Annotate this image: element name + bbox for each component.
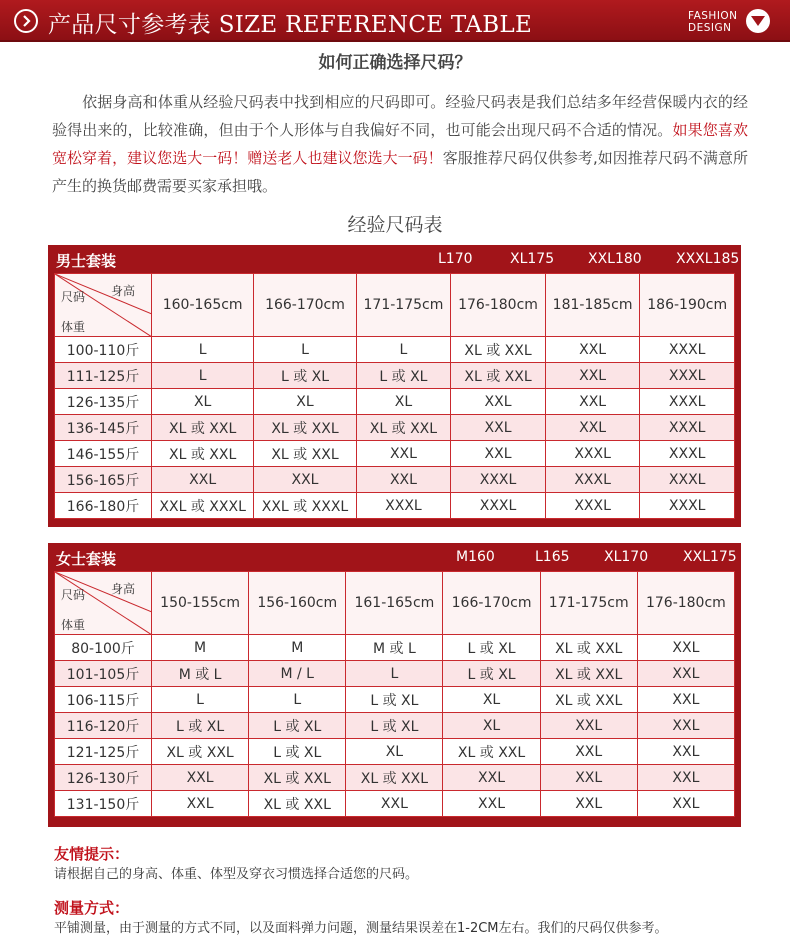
weight-cell: 116-120斤 [55,713,152,739]
weight-cell: 121-125斤 [55,739,152,765]
size-cell: XXL [637,661,734,687]
size-cell: XXL [540,765,637,791]
height-column-header: 166-170cm [254,274,356,337]
table-row [55,791,735,817]
size-cell: XXL [637,687,734,713]
size-cell: XXL [152,765,249,791]
size-cell: XXL [637,791,734,817]
size-cell: XL 或 XXL [356,415,451,441]
size-cell: XL 或 XXL [152,415,254,441]
weight-cell: 156-165斤 [55,467,152,493]
height-column-header: 161-165cm [346,572,443,635]
weight-cell: 126-135斤 [55,389,152,415]
size-cell: XL 或 XXL [152,441,254,467]
title-banner [0,0,790,42]
size-cell: XXL [545,337,640,363]
intro-highlight: 如果您喜欢宽松穿着，建议您选大一码！赠送老人也建议您选大一码！ [52,121,748,167]
measure-text: 平铺测量，由于测量的方式不同，以及面料弹力问题，测量结果误差在1-2CM左右。我们的尺码仅供参考。 [54,921,668,936]
size-cell: XXXL [640,493,735,519]
weight-cell: 101-105斤 [55,661,152,687]
weight-cell: 126-130斤 [55,765,152,791]
men-size-card [48,245,741,527]
size-cell: XL 或 XXL [443,739,540,765]
women-size-table [54,571,735,817]
height-column-header: 150-155cm [152,572,249,635]
height-column-header: 160-165cm [152,274,254,337]
size-cell: L 或 XL [443,635,540,661]
size-cell: XL 或 XXL [540,635,637,661]
size-cell: XL [443,687,540,713]
size-cell: XL [254,389,356,415]
size-cell: XL 或 XXL [451,337,546,363]
size-cell: XXL [540,739,637,765]
size-cell: L [249,687,346,713]
size-cell: L [346,661,443,687]
weight-cell: 136-145斤 [55,415,152,441]
intro-text-2: 客服推荐尺码仅供参考,如因推荐尺码不满意所产生的换货邮费需要买家承担哦。 [52,149,748,195]
women-size-label: L165 [535,549,570,565]
table-row [55,389,735,415]
size-cell: XXL 或 XXXL [254,493,356,519]
size-cell: XXXL [451,493,546,519]
size-cell: XXXL [640,415,735,441]
women-size-card [48,543,741,827]
tips-text: 请根据自己的身高、体重、体型及穿衣习惯选择合适您的尺码。 [54,867,419,882]
size-cell: XXXL [545,493,640,519]
size-cell: XL [346,739,443,765]
men-card-header [48,245,741,273]
men-size-label: XL175 [510,251,555,267]
corner-weight-label: 体重 [61,320,86,334]
weight-cell: 111-125斤 [55,363,152,389]
height-column-header: 171-175cm [540,572,637,635]
size-cell: L 或 XL [249,713,346,739]
size-cell: XXXL [545,441,640,467]
size-cell: L [152,687,249,713]
height-column-header: 166-170cm [443,572,540,635]
table-row [55,713,735,739]
brand-line-2: DESIGN [688,22,732,34]
table-row [55,765,735,791]
size-cell: XL 或 XXL [540,687,637,713]
weight-cell: 106-115斤 [55,687,152,713]
brand-text [688,10,738,34]
question-heading: 如何正确选择尺码？ [318,53,472,73]
size-cell: XXL [451,415,546,441]
size-cell: XXXL [640,389,735,415]
size-cell: XXL [451,389,546,415]
weight-cell: 166-180斤 [55,493,152,519]
size-cell: XXL [152,467,254,493]
size-cell: L [152,363,254,389]
size-cell: XXL [451,441,546,467]
size-cell: XXL [540,791,637,817]
table-row [55,635,735,661]
height-column-header: 171-175cm [356,274,451,337]
women-size-label: XL170 [604,549,649,565]
size-cell: M [152,635,249,661]
women-card-header [48,543,741,571]
men-size-label: XXXL185 [676,251,740,267]
corner-height-label: 身高 [111,284,136,298]
size-cell: L 或 XL [356,363,451,389]
measure-heading: 测量方式： [54,899,130,917]
men-size-label: XXL180 [588,251,642,267]
size-cell: XXL [545,389,640,415]
size-cell: XL 或 XXL [451,363,546,389]
size-cell: XXL [346,791,443,817]
size-cell: L 或 XL [152,713,249,739]
table-row [55,337,735,363]
men-size-label: L170 [438,251,473,267]
size-cell: XXL [443,791,540,817]
size-cell: L 或 XL [346,687,443,713]
corner-cell [55,572,152,635]
size-cell: XXL [254,467,356,493]
size-cell: XL [443,713,540,739]
size-cell: XXL [637,739,734,765]
size-cell: XXXL [356,493,451,519]
women-size-label: M160 [456,549,495,565]
size-cell: XL [152,389,254,415]
height-column-header: 186-190cm [640,274,735,337]
size-cell: XXL [356,467,451,493]
size-cell: XXL [637,713,734,739]
size-cell: M / L [249,661,346,687]
tips-heading: 友情提示： [54,845,130,863]
weight-cell: 100-110斤 [55,337,152,363]
chevron-right-icon [14,9,38,33]
corner-size-label: 尺码 [61,588,86,602]
intro-paragraph [52,88,748,200]
size-cell: XXXL [451,467,546,493]
size-cell: XXXL [640,467,735,493]
size-cell: XXXL [545,467,640,493]
size-cell: XXL 或 XXXL [152,493,254,519]
size-cell: XXL [152,791,249,817]
size-cell: XXXL [640,441,735,467]
height-column-header: 176-180cm [637,572,734,635]
corner-weight-label: 体重 [61,618,86,632]
size-cell: L [356,337,451,363]
table-row [55,661,735,687]
weight-cell: 80-100斤 [55,635,152,661]
size-cell: L 或 XL [254,363,356,389]
size-cell: XXL [540,713,637,739]
size-cell: XXXL [640,337,735,363]
size-cell: XXL [443,765,540,791]
size-cell: L 或 XL [346,713,443,739]
size-cell: M 或 L [346,635,443,661]
brand-line-1: FASHION [688,10,738,22]
corner-height-label: 身高 [111,582,136,596]
table-row [55,363,735,389]
corner-size-label: 尺码 [61,290,86,304]
size-cell: XXL [545,415,640,441]
banner-title: 产品尺寸参考表 SIZE REFERENCE TABLE [48,12,533,38]
men-set-label: 男士套装 [56,252,117,270]
height-column-header: 156-160cm [249,572,346,635]
table-row [55,467,735,493]
weight-cell: 146-155斤 [55,441,152,467]
size-cell: XL 或 XXL [152,739,249,765]
intro-text-1: 依据身高和体重从经验尺码表中找到相应的尺码即可。经验尺码表是我们总结多年经营保暖内衣的经验得出来的，比较准确，但由于个人形体与自我偏好不同，也可能会出现尺码不合适的情况。 [52,93,748,139]
size-cell: L 或 XL [249,739,346,765]
chevron-down-icon [746,9,770,33]
table-header-row [55,274,735,337]
size-cell: M [249,635,346,661]
height-column-header: 181-185cm [545,274,640,337]
table-header-row [55,572,735,635]
table-subtitle: 经验尺码表 [347,214,443,236]
table-row [55,739,735,765]
size-cell: XXL [637,635,734,661]
corner-cell [55,274,152,337]
size-cell: XL 或 XXL [346,765,443,791]
table-row [55,687,735,713]
weight-cell: 131-150斤 [55,791,152,817]
size-cell: XL 或 XXL [249,765,346,791]
size-cell: L 或 XL [443,661,540,687]
women-size-label: XXL175 [683,549,737,565]
size-cell: XL [356,389,451,415]
size-cell: L [152,337,254,363]
size-cell: XXXL [640,363,735,389]
table-row [55,493,735,519]
size-cell: XXL [637,765,734,791]
women-set-label: 女士套装 [56,550,117,568]
table-row [55,441,735,467]
size-cell: L [254,337,356,363]
size-cell: XL 或 XXL [540,661,637,687]
size-cell: XL 或 XXL [249,791,346,817]
size-cell: XXL [356,441,451,467]
table-row [55,415,735,441]
size-cell: XL 或 XXL [254,441,356,467]
height-column-header: 176-180cm [451,274,546,337]
size-cell: M 或 L [152,661,249,687]
men-size-table [54,273,735,519]
size-cell: XL 或 XXL [254,415,356,441]
size-cell: XXL [545,363,640,389]
